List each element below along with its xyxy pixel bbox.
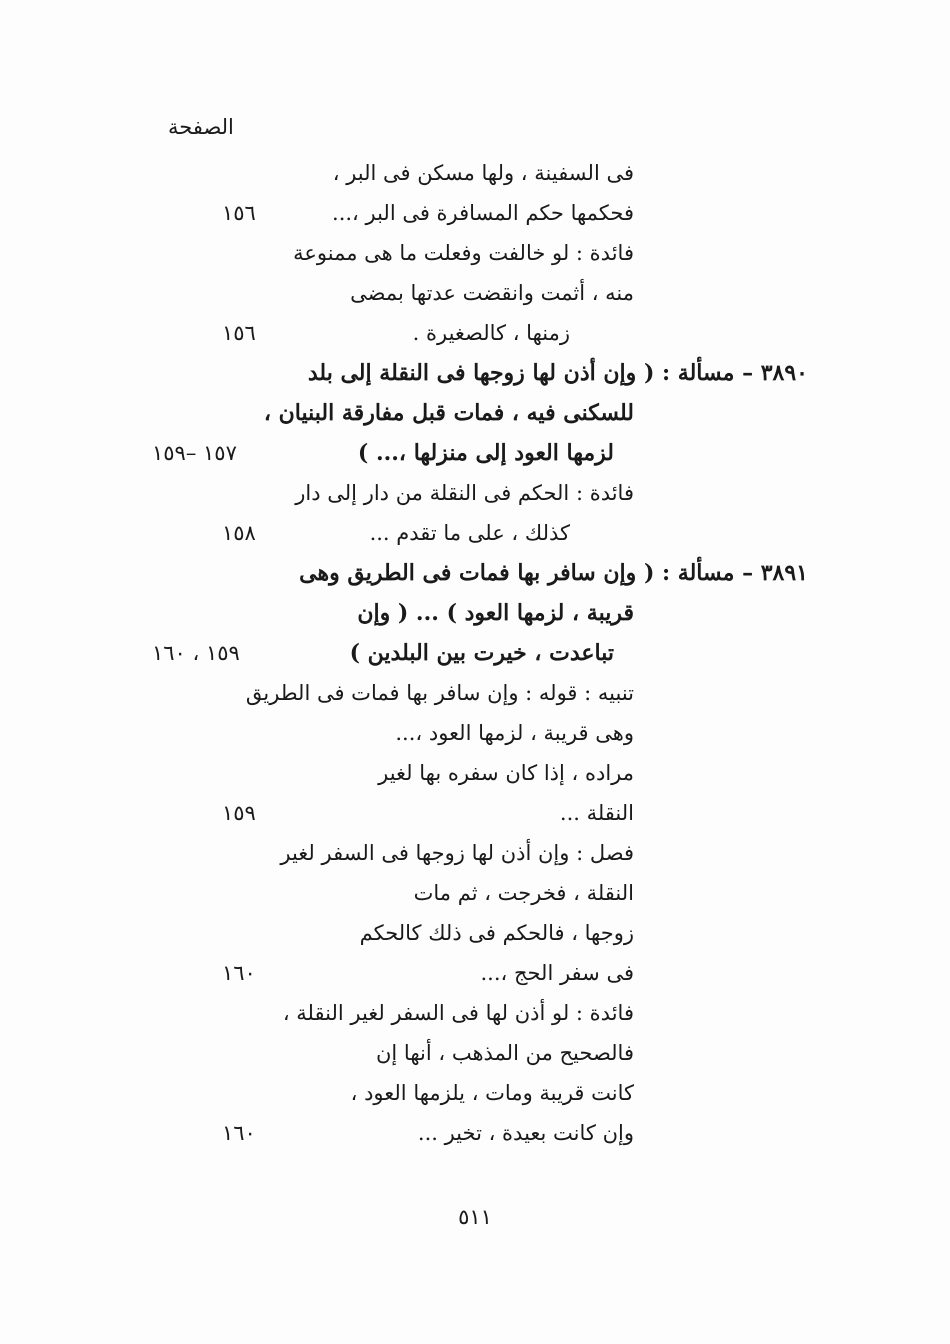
- index-line: كذلك ، على ما تقدم ...: [369, 521, 570, 545]
- masala-heading: ٣٨٩٠ – مسألة : ( وإن أذن لها زوجها فى النقلة إلى بلد: [307, 360, 808, 386]
- index-line: فى سفر الحج ،...: [480, 961, 634, 985]
- masala-line: للسكنى فيه ، فمات قبل مفارقة البنيان ،: [263, 400, 634, 426]
- index-line: تنبيه : قوله : وإن سافر بها فمات فى الطريق: [245, 681, 634, 705]
- page-number: ٥١١: [458, 1205, 492, 1229]
- masala-line: تباعدت ، خيرت بين البلدين ): [349, 640, 614, 666]
- index-line: فى السفينة ، ولها مسكن فى البر ،: [332, 161, 634, 185]
- index-line: زوجها ، فالحكم فى ذلك كالحكم: [359, 921, 634, 945]
- page-ref: ١٥٨: [222, 521, 256, 545]
- masala-heading: ٣٨٩١ – مسألة : ( وإن سافر بها فمات فى الطريق وهى: [299, 560, 808, 586]
- index-line: النقلة ...: [559, 801, 634, 825]
- index-line: فحكمها حكم المسافرة فى البر ،...: [332, 201, 634, 225]
- index-line: منه ، أثمت وانقضت عدتها بمضى: [350, 281, 634, 305]
- page-ref: ١٥٦: [222, 321, 256, 345]
- index-line: وهى قريبة ، لزمها العود ،...: [395, 721, 634, 745]
- page-ref: ١٥٩: [222, 801, 256, 825]
- index-line: كانت قريبة ومات ، يلزمها العود ،: [350, 1081, 634, 1105]
- index-line: النقلة ، فخرجت ، ثم مات: [413, 881, 634, 905]
- page-column-header: الصفحة: [168, 115, 234, 139]
- index-line: وإن كانت بعيدة ، تخير ...: [417, 1121, 634, 1145]
- page-ref: ١٥٦: [222, 201, 256, 225]
- index-line: زمنها ، كالصغيرة .: [412, 321, 570, 345]
- index-line: فصل : وإن أذن لها زوجها فى السفر لغير: [280, 841, 634, 865]
- index-line: فالصحيح من المذهب ، أنها إن: [376, 1041, 634, 1065]
- index-line: فائدة : لو أذن لها فى السفر لغير النقلة ،: [282, 1001, 634, 1025]
- page-ref: ١٦٠: [222, 961, 256, 985]
- page-ref: ١٥٧ –١٥٩: [152, 441, 237, 465]
- page-ref: ١٥٩ ، ١٦٠: [152, 641, 240, 665]
- index-line: فائدة : الحكم فى النقلة من دار إلى دار: [295, 481, 634, 505]
- masala-line: قريبة ، لزمها العود ) ... ( وإن: [357, 600, 634, 626]
- index-line: فائدة : لو خالفت وفعلت ما هى ممنوعة: [293, 241, 634, 265]
- page-ref: ١٦٠: [222, 1121, 256, 1145]
- masala-line: لزمها العود إلى منزلها ،... ): [357, 440, 614, 466]
- index-line: مراده ، إذا كان سفره بها لغير: [378, 761, 634, 785]
